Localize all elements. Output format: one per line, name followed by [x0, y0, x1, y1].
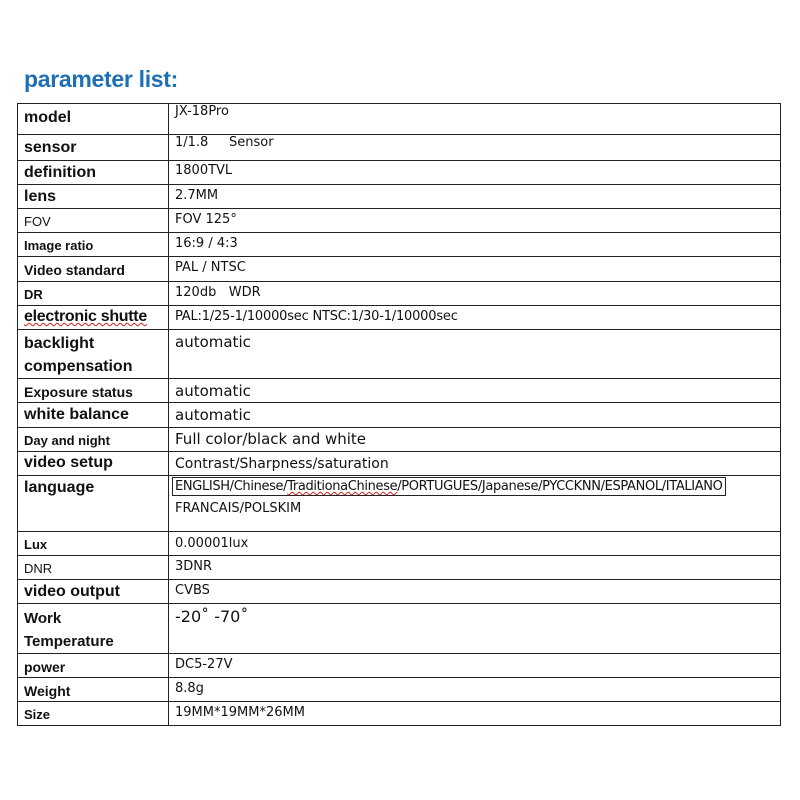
param-key: Video standard — [18, 257, 169, 282]
parameter-table — [17, 103, 781, 726]
param-value: CVBS — [169, 580, 781, 604]
table-row — [18, 257, 781, 282]
param-value: 2.7MM — [169, 185, 781, 209]
table-row — [18, 185, 781, 209]
param-key — [18, 306, 169, 330]
param-value: JX-18Pro — [169, 104, 781, 135]
table-row — [18, 556, 781, 580]
param-value: automatic — [169, 403, 781, 428]
param-key: language — [18, 476, 169, 532]
param-value: 0.00001lux — [169, 532, 781, 556]
param-key: Lux — [18, 532, 169, 556]
page-title: parameter list: — [24, 66, 179, 92]
table-row — [18, 654, 781, 678]
param-value: 1/1.8 Sensor — [169, 135, 781, 161]
table-row — [18, 403, 781, 428]
param-key: DR — [18, 282, 169, 306]
language-text-part: /PORTUGUES/Japanese/PYCCKNN/ESPANOL/ITALIANO — [397, 479, 723, 494]
param-key: lens — [18, 185, 169, 209]
table-row — [18, 379, 781, 403]
param-value: Full color/black and white — [169, 428, 781, 452]
table-row — [18, 604, 781, 654]
table-row — [18, 678, 781, 702]
param-key-line2: Temperature — [24, 633, 114, 650]
param-key: white balance — [18, 403, 169, 428]
param-key: Weight — [18, 678, 169, 702]
table-row — [18, 135, 781, 161]
param-key: model — [18, 104, 169, 135]
param-value: 3DNR — [169, 556, 781, 580]
table-row — [18, 428, 781, 452]
table-row — [18, 476, 781, 532]
param-value: automatic — [169, 330, 781, 379]
table-row — [18, 580, 781, 604]
param-key-line2: compensation — [24, 358, 133, 375]
param-key-line1: backlight — [24, 335, 95, 352]
param-key: video output — [18, 580, 169, 604]
param-value: PAL:1/25-1/10000sec NTSC:1/30-1/10000sec — [169, 306, 781, 330]
param-value: DC5-27V — [169, 654, 781, 678]
table-row — [18, 104, 781, 135]
param-value: 16:9 / 4:3 — [169, 233, 781, 257]
param-value: 120db WDR — [169, 282, 781, 306]
param-key: video setup — [18, 452, 169, 476]
language-line2: FRANCAIS/POLSKIM — [175, 501, 302, 516]
table-row — [18, 702, 781, 726]
param-key: Day and night — [18, 428, 169, 452]
language-text-part: ENGLISH/Chinese/ — [175, 479, 288, 494]
param-value: Contrast/Sharpness/saturation — [169, 452, 781, 476]
param-value: 1800TVL — [169, 161, 781, 185]
param-value — [169, 476, 781, 532]
table-row — [18, 532, 781, 556]
param-key: sensor — [18, 135, 169, 161]
table-row — [18, 330, 781, 379]
param-key-text: electronic shutte — [24, 308, 147, 325]
param-value: automatic — [169, 379, 781, 403]
table-row — [18, 282, 781, 306]
param-key — [18, 604, 169, 654]
param-key: Exposure status — [18, 379, 169, 403]
table-row — [18, 161, 781, 185]
param-key: FOV — [18, 209, 169, 233]
param-value: PAL / NTSC — [169, 257, 781, 282]
param-key: DNR — [18, 556, 169, 580]
param-key — [18, 330, 169, 379]
param-key: definition — [18, 161, 169, 185]
param-key: Size — [18, 702, 169, 726]
param-key: Image ratio — [18, 233, 169, 257]
param-key: power — [18, 654, 169, 678]
param-value: FOV 125° — [169, 209, 781, 233]
param-value: -20˚ -70˚ — [169, 604, 781, 654]
table-row — [18, 209, 781, 233]
table-row — [18, 233, 781, 257]
table-row — [18, 306, 781, 330]
param-key-line1: Work — [24, 610, 62, 627]
language-text-part: TraditionaChinese — [287, 479, 398, 494]
param-value: 8.8g — [169, 678, 781, 702]
table-row — [18, 452, 781, 476]
param-value: 19MM*19MM*26MM — [169, 702, 781, 726]
language-list-box — [172, 477, 726, 496]
